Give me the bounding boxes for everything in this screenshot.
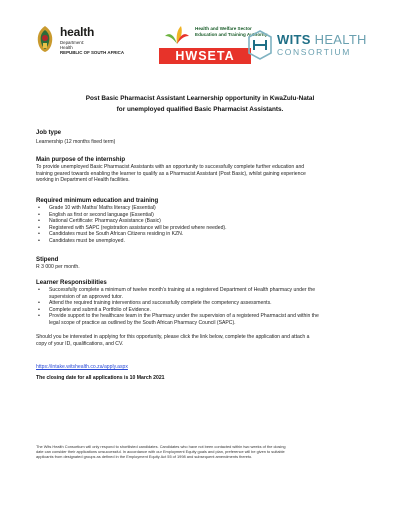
requirement-item: • English as first or second language (Essential) xyxy=(36,212,366,219)
application-link[interactable]: https://intake.witshealth.co.za/apply.aspx xyxy=(36,364,128,370)
advert-title-line1: Post Basic Pharmacist Assistant Learnership opportunity in KwaZulu-Natal xyxy=(85,95,315,102)
stipend-section xyxy=(36,256,366,271)
stipend-text: R 3 000 per month. xyxy=(36,264,80,270)
health-word: HEALTH xyxy=(314,32,367,47)
wits-health-wordmark xyxy=(277,32,367,47)
responsibility-text: Provide support to the healthcare team in the Pharmacy under the supervision of a registered Pharmacist and within the xyxy=(49,313,319,319)
responsibility-item: • Complete and submit a Portfolio of Evidence. xyxy=(36,307,366,314)
responsibility-text: Successfully complete a minimum of twelve month’s training at a registered Department of Health pharmacy under the xyxy=(49,287,316,293)
responsibility-item: • Attend the required training interventions and successfully complete the competency assessments. xyxy=(36,300,366,307)
closing-row xyxy=(36,370,366,386)
hwseta-logo xyxy=(151,22,268,68)
department-of-health-logo xyxy=(34,24,144,68)
hwseta-line2: Education and Training Authority xyxy=(195,32,268,37)
wits-emblem-icon xyxy=(247,30,273,60)
requirements-heading: Required minimum education and training xyxy=(36,197,159,204)
coat-of-arms-icon xyxy=(34,24,56,54)
responsibility-text: legal scope of practice as outlined by the South African Pharmacy Council (SAPC). xyxy=(49,319,236,326)
apply-text: Should you be interested in applying for this opportunity, please click the link below, complete the application and attach a xyxy=(36,334,310,340)
disclaimer xyxy=(36,444,366,459)
responsibilities-section xyxy=(36,279,366,326)
requirement-item: • Candidates must be unemployed. xyxy=(36,238,366,245)
purpose-line: To provide unemployed Basic Pharmacist Assistants with an opportunity to successfully complete further education and xyxy=(36,164,305,170)
responsibility-item xyxy=(36,313,366,326)
hwseta-bar xyxy=(159,48,251,64)
job-type-section xyxy=(36,129,366,146)
closing-date: The closing date for all applications is 10 March 2021 xyxy=(36,375,165,382)
wits-word: WITS xyxy=(277,32,311,47)
wits-health-consortium-logo xyxy=(247,30,377,64)
purpose-line: working in Department of Health facilities. xyxy=(36,177,130,183)
responsibility-text: supervision of an approved tutor. xyxy=(49,293,123,300)
requirement-item: • National Certificate: Pharmacy Assistance (Basic) xyxy=(36,218,366,225)
purpose-section xyxy=(36,156,366,184)
requirements-list xyxy=(36,205,366,244)
disclaimer-line: The Wits Health Consortium will only respond to shortlisted candidates. Candidates who have not been contacted within two weeks of the closing xyxy=(36,444,286,449)
hwseta-line1: Health and Welfare Sector xyxy=(195,26,252,31)
requirement-item: • Grade 10 with Maths/ Maths literacy (Essential) xyxy=(36,205,366,212)
requirement-item: • Candidates must be South African Citizens residing in KZN. xyxy=(36,231,366,238)
logo-row xyxy=(34,22,374,70)
apply-text: copy of your ID, qualifications, and CV. xyxy=(36,340,124,347)
purpose-heading: Main purpose of the internship xyxy=(36,156,126,163)
consortium-word: CONSORTIUM xyxy=(277,47,351,57)
stipend-heading: Stipend xyxy=(36,256,59,263)
responsibility-item xyxy=(36,287,366,300)
leaves-icon xyxy=(163,24,191,46)
hwseta-name: HWSETA xyxy=(175,49,235,63)
purpose-line: training geared towards enabling the learner to qualify as a Pharmacist Assistant (Post Basic), whilst gaining experience xyxy=(36,170,306,177)
department-label: Department: xyxy=(60,40,85,45)
apply-section xyxy=(36,334,366,347)
job-type-text: Learnership (12 months fixed term) xyxy=(36,139,116,145)
responsibilities-heading: Learner Responsibilities xyxy=(36,279,107,286)
requirement-item: • Registered with SAPC (registration assistance will be provided where needed). xyxy=(36,225,366,232)
disclaimer-line: applicants from designated groups as defined in the Employment Equity Act 55 of 1998 and subsequent amendments thereto. xyxy=(36,454,253,460)
country-label: REPUBLIC OF SOUTH AFRICA xyxy=(60,50,124,55)
department-name: Health xyxy=(60,45,73,50)
requirements-section xyxy=(36,197,366,244)
disclaimer-line: date can consider their applications unsuccessful. In accordance with our Employment Equity goals and plan, preference will be given to suitable xyxy=(36,449,285,455)
job-type-heading: Job type xyxy=(36,129,62,136)
responsibilities-list xyxy=(36,287,366,326)
advert-title-line2: for unemployed qualified Basic Pharmacist Assistants. xyxy=(116,106,284,113)
health-wordmark: health xyxy=(60,25,95,39)
